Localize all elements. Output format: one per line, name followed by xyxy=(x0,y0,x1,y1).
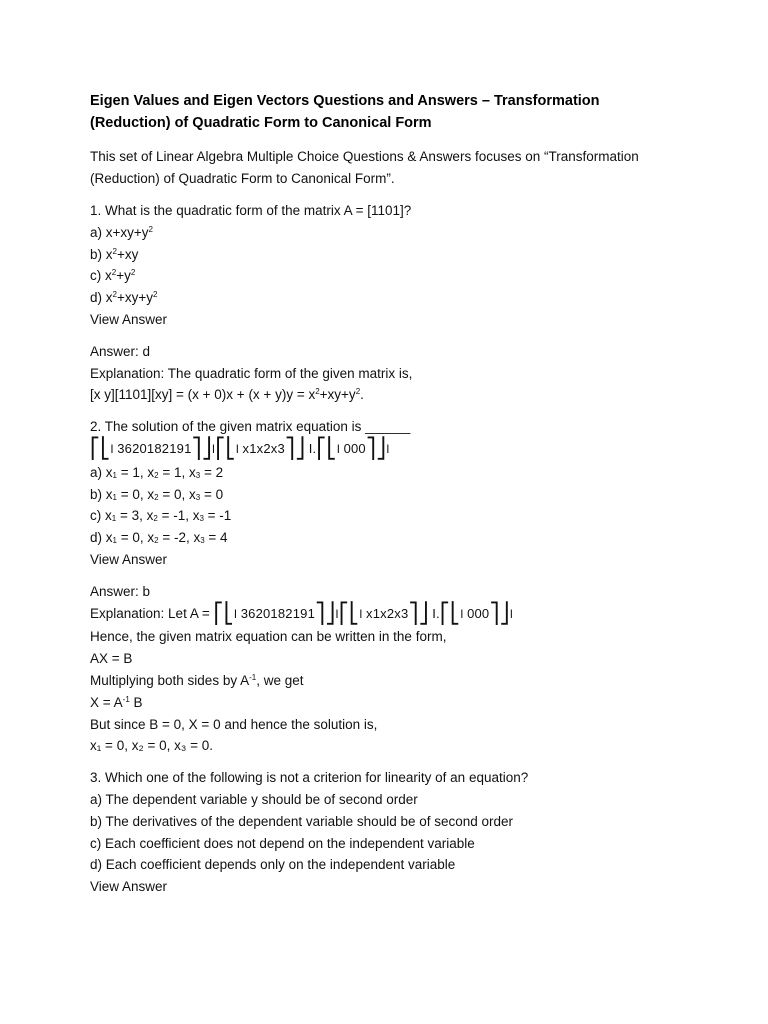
question-2 xyxy=(90,416,680,757)
q2-since: But since B = 0, X = 0 and hence the solution is, xyxy=(90,716,378,732)
question-3 xyxy=(90,767,680,898)
q1-text: 1. What is the quadratic form of the matrix A = [1101]? xyxy=(90,203,412,218)
q2-option-b[interactable]: b) $x_1 = 0$, $x_2 = 0$, $x_3 = 0$ xyxy=(90,486,224,502)
q3-text: 3. Which one of the following is not a criterion for linearity of an equation? xyxy=(90,770,529,786)
q3-view-answer-link[interactable]: View Answer xyxy=(90,879,168,895)
q1-option-d[interactable]: d) $x^2+xy+y^2$ xyxy=(90,290,158,306)
q2-explanation: Explanation: Let A = ⎡⎣I 3620182191⎤⎦I⎡⎣I x1x2x3⎤⎦ I.⎡⎣I 000⎤⎦I xyxy=(90,602,514,625)
q1-option-a[interactable]: a) $x+xy+y^2$ xyxy=(90,224,153,240)
q2-matrix-equation: ⎡⎣I 3620182191⎤⎦I⎡⎣I x1x2x3⎤⎦ I.⎡⎣I 000⎤⎦I xyxy=(90,437,390,460)
q2-x-equals: $X = A^{-1}$ B xyxy=(90,694,143,710)
intro-paragraph: This set of Linear Algebra Multiple Choice Questions & Answers focuses on “Transformation (Reduction) of Quadratic Form to Canonical Form”. xyxy=(90,149,639,186)
q1-calculation: [x $y][1101][xy] = (x + 0)x + (x + y)y = x^2+xy+y^2$. xyxy=(90,387,364,403)
q1-view-answer-link[interactable]: View Answer xyxy=(90,311,168,327)
q2-answer: Answer: b xyxy=(90,583,151,599)
q2-text: 2. The solution of the given matrix equation is ______ xyxy=(90,419,411,435)
q2-multiplying: Multiplying both sides by $A^{-1}$, we get xyxy=(90,672,304,688)
q3-option-b[interactable]: b) The derivatives of the dependent variable should be of second order xyxy=(90,813,514,829)
q1-explanation: Explanation: The quadratic form of the given matrix is, xyxy=(90,365,413,381)
document-body xyxy=(90,90,680,898)
q2-solution: x₁ = 0, x₂ = 0, x₃ = 0. xyxy=(90,738,213,754)
q2-option-c[interactable]: c) $x_1 = 3$, $x_2 = -1$, $x_3 = -1$ xyxy=(90,508,232,524)
q3-option-a[interactable]: a) The dependent variable y should be of second order xyxy=(90,791,418,807)
page-title: Eigen Values and Eigen Vectors Questions and Answers – Transformation (Reduction) of Quadratic Form to Canonical Form xyxy=(90,93,600,131)
question-1 xyxy=(90,200,680,406)
q2-option-a[interactable]: a) $x_1 = 1$, $x_2 = 1$, $x_3 = 2$ xyxy=(90,464,224,480)
q2-hence: Hence, the given matrix equation can be written in the form, xyxy=(90,629,447,645)
q1-option-c[interactable]: c) $x^2+y^2$ xyxy=(90,268,136,284)
q3-option-d[interactable]: d) Each coefficient depends only on the independent variable xyxy=(90,857,456,873)
q1-option-b[interactable]: b) $x^2+xy$ xyxy=(90,246,139,262)
q2-option-d[interactable]: d) $x_1 = 0$, $x_2 = -2$, $x_3 = 4$ xyxy=(90,530,228,546)
q3-option-c[interactable]: c) Each coefficient does not depend on the independent variable xyxy=(90,835,475,851)
q1-answer: Answer: d xyxy=(90,343,151,359)
q2-view-answer-link[interactable]: View Answer xyxy=(90,551,168,567)
q2-axb: AX = B xyxy=(90,651,133,667)
